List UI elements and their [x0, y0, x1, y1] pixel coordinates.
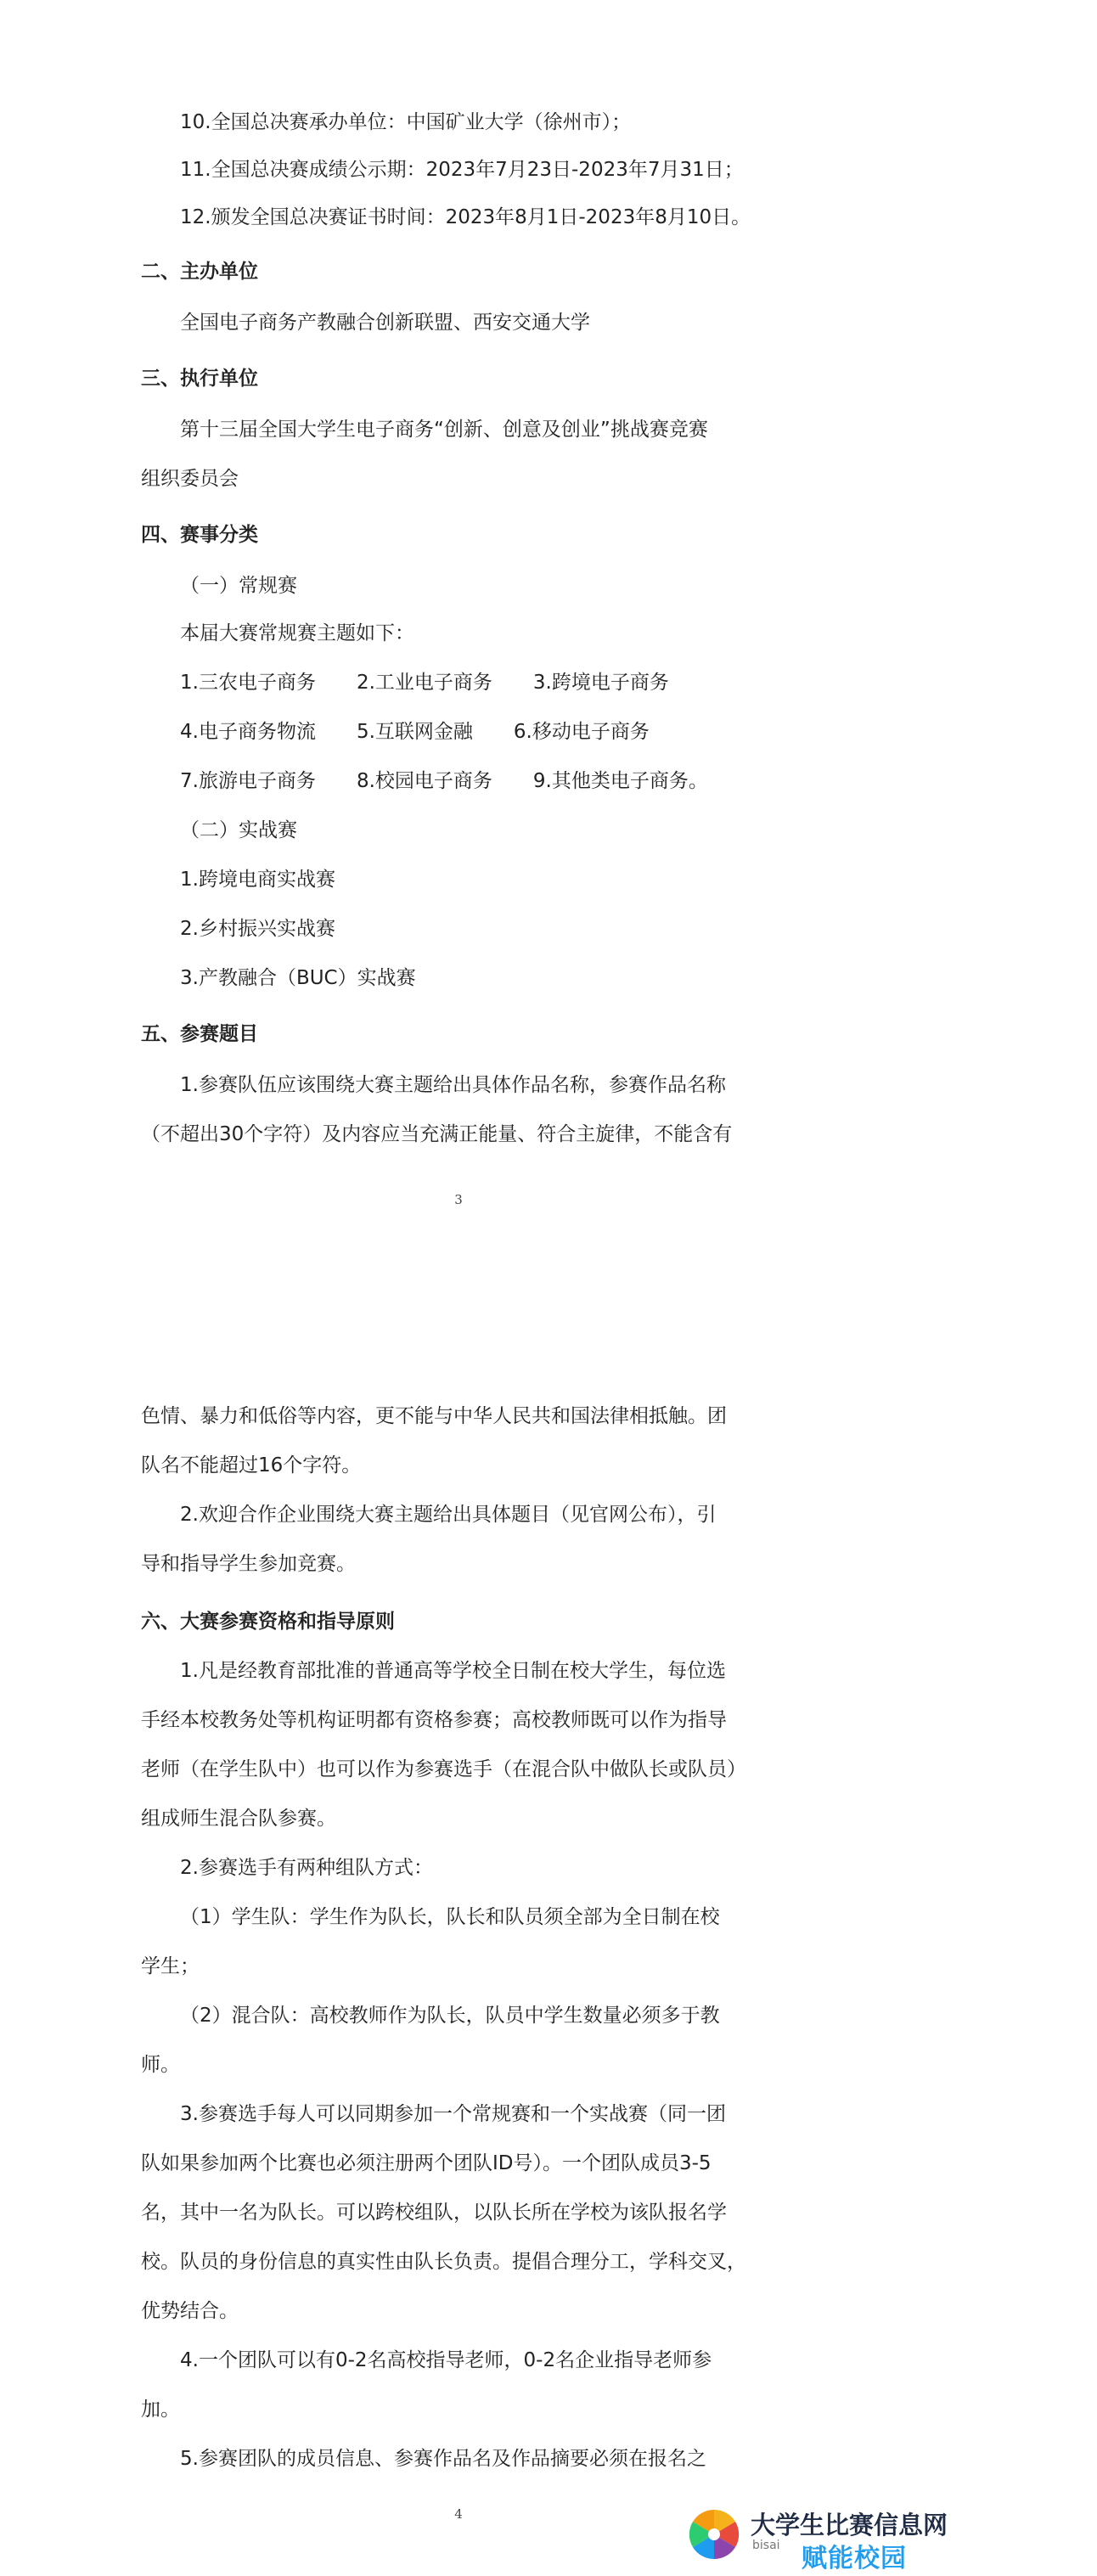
- section-6-p1-line-4: 组成师生混合队参赛。: [141, 1808, 336, 1830]
- section-6-p3-line-1: 3.参赛选手每人可以同期参加一个常规赛和一个实战赛（同一团: [180, 2103, 726, 2125]
- item-12: 12.颁发全国总决赛证书时间：2023年8月1日-2023年8月10日。: [180, 206, 751, 228]
- practice-item-3: 3.产教融合（BUC）实战赛: [180, 967, 416, 989]
- watermark-logo: [644, 2496, 948, 2576]
- section-6-p5-line-1: 5.参赛团队的成员信息、参赛作品名及作品摘要必须在报名之: [180, 2448, 706, 2470]
- section-6-p2a-line-2: 学生；: [141, 1955, 200, 1977]
- section-5-heading: 五、参赛题目: [141, 1023, 258, 1045]
- theme-item: 6.移动电子商务: [513, 721, 650, 743]
- page-number: 4: [454, 2506, 463, 2522]
- section-6-p1-line-1: 1.凡是经教育部批准的普通高等学校全日制在校大学生，每位选: [180, 1660, 726, 1682]
- section-4-sub-1: （一）常规赛: [180, 575, 297, 597]
- section-4-heading: 四、赛事分类: [141, 524, 258, 546]
- watermark-domain: bisai: [752, 2539, 780, 2552]
- section-2-body: 全国电子商务产教融合创新联盟、西安交通大学: [180, 312, 590, 334]
- section-6-p2a-line-1: （1）学生队：学生作为队长，队长和队员须全部为全日制在校: [180, 1906, 720, 1928]
- page-number: 3: [454, 1192, 463, 1207]
- section-6-p3-line-4: 校。队员的身份信息的真实性由队长负责。提倡合理分工，学科交叉，: [141, 2251, 746, 2273]
- item-11: 11.全国总决赛成绩公示期：2023年7月23日-2023年7月31日；: [180, 159, 744, 181]
- section-2-heading: 二、主办单位: [141, 261, 258, 283]
- section-5-p1-line-2: （不超出30个字符）及内容应当充满正能量、符合主旋律，不能含有: [141, 1123, 733, 1145]
- section-6-p3-line-5: 优势结合。: [141, 2300, 239, 2322]
- section-6-p2b-line-2: 师。: [141, 2054, 180, 2076]
- section-3-heading: 三、执行单位: [141, 368, 258, 390]
- theme-item: 2.工业电子商务: [356, 672, 492, 694]
- watermark-slogan: 赋能校园: [802, 2544, 907, 2573]
- theme-item: 7.旅游电子商务: [180, 770, 316, 792]
- theme-item: 8.校园电子商务: [356, 770, 492, 792]
- section-6-p1-line-2: 手经本校教务处等机构证明都有资格参赛；高校教师既可以作为指导: [141, 1709, 727, 1731]
- watermark-title: 大学生比赛信息网: [751, 2511, 948, 2539]
- theme-item: 1.三农电子商务: [180, 672, 316, 694]
- section-5-p2-line-1: 2.欢迎合作企业围绕大赛主题给出具体题目（见官网公布），引: [180, 1504, 717, 1526]
- item-10: 10.全国总决赛承办单位：中国矿业大学（徐州市）；: [180, 111, 632, 133]
- practice-item-2: 2.乡村振兴实战赛: [180, 918, 335, 940]
- themes-row-1: [0, 669, 1097, 696]
- section-6-p4-line-1: 4.一个团队可以有0-2名高校指导老师，0-2名企业指导老师参: [180, 2349, 712, 2371]
- section-5-p1-line-4: 队名不能超过16个字符。: [141, 1454, 362, 1476]
- section-6-p4-line-2: 加。: [141, 2399, 180, 2421]
- section-6-p2: 2.参赛选手有两种组队方式：: [180, 1857, 433, 1879]
- section-3-line-1: 第十三届全国大学生电子商务“创新、创意及创业”挑战赛竞赛: [180, 419, 708, 441]
- section-4-sub-2: （二）实战赛: [180, 819, 297, 841]
- section-3-line-2: 组织委员会: [141, 468, 239, 490]
- practice-item-1: 1.跨境电商实战赛: [180, 869, 335, 891]
- section-6-heading: 六、大赛参赛资格和指导原则: [141, 1611, 395, 1633]
- section-5-p2-line-2: 导和指导学生参加竞赛。: [141, 1553, 356, 1575]
- pinwheel-logo-icon: [686, 2506, 742, 2562]
- section-6-p1-line-3: 老师（在学生队中）也可以作为参赛选手（在混合队中做队长或队员）: [141, 1758, 746, 1780]
- theme-item: 4.电子商务物流: [180, 721, 316, 743]
- section-5-p1-line-1: 1.参赛队伍应该围绕大赛主题给出具体作品名称，参赛作品名称: [180, 1074, 726, 1096]
- section-6-p3-line-2: 队如果参加两个比赛也必须注册两个团队ID号）。一个团队成员3-5: [141, 2152, 712, 2174]
- themes-row-3: [0, 768, 1097, 795]
- theme-item: 3.跨境电子商务: [532, 672, 669, 694]
- section-5-p1-line-3: 色情、暴力和低俗等内容，更不能与中华人民共和国法律相抵触。团: [141, 1405, 727, 1427]
- theme-item: 5.互联网金融: [356, 721, 473, 743]
- section-6-p2b-line-1: （2）混合队：高校教师作为队长，队员中学生数量必须多于教: [180, 2005, 720, 2027]
- section-6-p3-line-3: 名，其中一名为队长。可以跨校组队，以队长所在学校为该队报名学: [141, 2202, 727, 2224]
- themes-row-2: [0, 718, 1097, 745]
- section-4-intro: 本届大赛常规赛主题如下：: [180, 622, 414, 644]
- theme-item: 9.其他类电子商务。: [532, 770, 708, 792]
